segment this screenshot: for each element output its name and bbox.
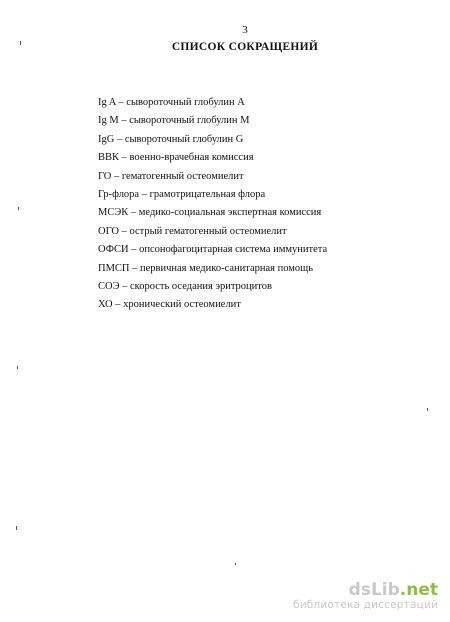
watermark-brand-main: dsLib	[348, 580, 400, 600]
abbreviation-item: Ig M – сывороточный глобулин M	[98, 115, 250, 127]
abbreviation-item: Гр-флора – грамотрицательная флора	[98, 188, 266, 200]
watermark-brand	[293, 581, 438, 599]
abbreviation-item: ОФСИ – опсонофагоцитарная система иммунитета	[98, 244, 328, 256]
abbreviation-list	[98, 94, 327, 315]
scan-speck	[235, 563, 236, 565]
abbreviation-item: ПМСП – первичная медико-санитарная помощь	[98, 262, 314, 274]
page-title: СПИСОК СОКРАЩЕНИЙ	[171, 41, 319, 53]
scan-speck	[17, 366, 18, 369]
watermark-brand-accent: .net	[399, 580, 438, 600]
abbreviation-item: IgG – сывороточный глобулин G	[98, 133, 244, 145]
abbreviation-item: СОЭ – скорость оседания эритроцитов	[98, 280, 272, 292]
scan-speck	[18, 207, 19, 210]
abbreviation-item: ОГО – острый гематогенный остеомиелит	[98, 225, 287, 237]
abbreviation-item: ГО – гематогенный остеомиелит	[98, 170, 244, 182]
page-number: 3	[242, 24, 248, 36]
scan-speck	[16, 526, 17, 530]
scan-speck	[20, 41, 21, 45]
watermark-subtitle: библиотека диссертаций	[293, 599, 438, 611]
watermark	[293, 581, 438, 612]
abbreviation-item: МСЭК – медико-социальная экспертная комиссия	[98, 207, 322, 219]
abbreviation-item: ВВК – военно-врачебная комиссия	[98, 152, 254, 164]
abbreviation-item: ХО – хронический остеомиелит	[98, 299, 241, 311]
scan-speck	[427, 408, 428, 411]
abbreviation-item: Ig A – сывороточный глобулин A	[98, 97, 245, 108]
